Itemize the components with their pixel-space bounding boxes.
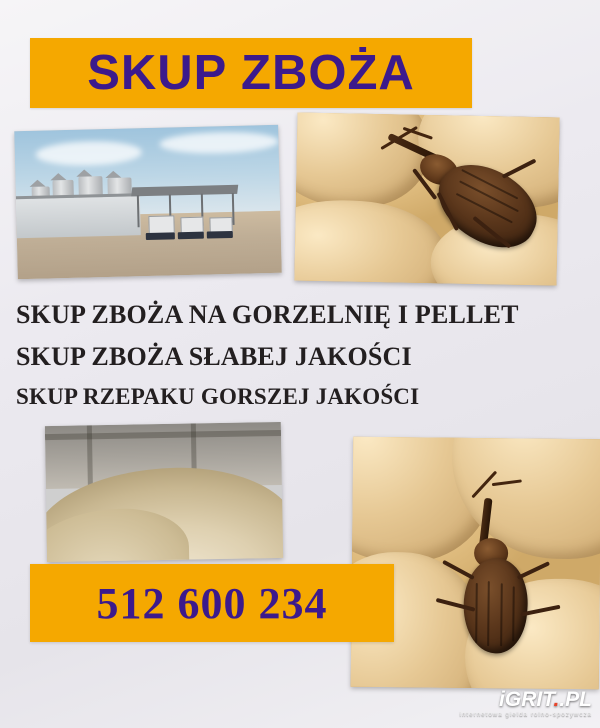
photo-content (351, 437, 600, 690)
grain-kernel (294, 113, 429, 210)
photo-content (14, 125, 282, 279)
photo-grain-silos-warehouse (14, 125, 282, 279)
silo-cap (106, 170, 122, 177)
grain-kernel (294, 199, 447, 286)
weevil-leg (516, 561, 549, 580)
photo-grain-heap (45, 422, 283, 562)
truck (207, 231, 234, 239)
warehouse-building (16, 193, 141, 237)
silo-cap (76, 170, 92, 177)
grain-kernel (451, 437, 600, 560)
watermark-dot: . (553, 688, 560, 711)
watermark-tagline: internetowa gielda rolno-spozywcza (459, 712, 592, 718)
watermark-tld: .PL (559, 688, 592, 711)
offer-line-2: SKUP ZBOŻA SŁABEJ JAKOŚCI (16, 342, 412, 371)
offer-text-block (16, 300, 576, 410)
photo-grain-weevil-top (294, 113, 559, 286)
photo-grain-weevil-bottom (351, 437, 600, 690)
phone-number: 512 600 234 (96, 578, 328, 628)
photo-content (45, 422, 283, 562)
title-banner (30, 38, 472, 108)
offer-line-3: SKUP RZEPAKU GORSZEJ JAKOŚCI (16, 384, 420, 409)
photo-content (294, 113, 559, 286)
silo-cap (29, 180, 45, 187)
watermark-brand-name: iGRIT (499, 688, 554, 711)
silo-cap (50, 173, 66, 180)
watermark (460, 689, 592, 718)
truck (178, 232, 205, 240)
phone-banner (30, 564, 394, 642)
watermark-brand (460, 689, 592, 710)
offer-line-1: SKUP ZBOŻA NA GORZELNIĘ I PELLET (16, 300, 519, 329)
truck (146, 232, 175, 240)
page-title: SKUP ZBOŻA (87, 45, 415, 100)
